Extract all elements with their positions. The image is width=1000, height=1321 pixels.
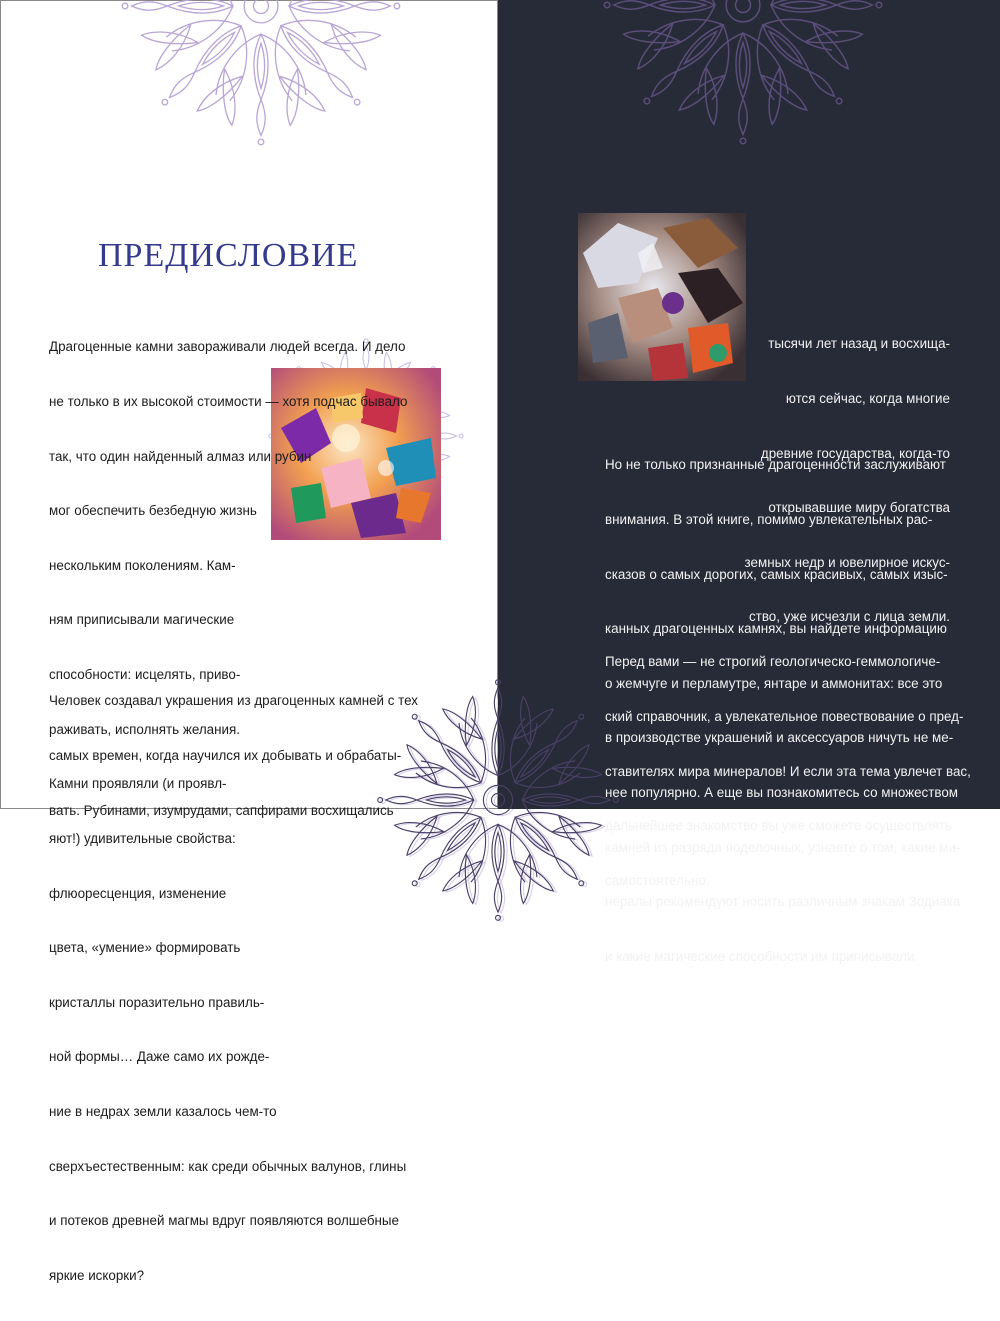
text-line: в производстве украшений и аксессуаров ничуть не ме- (605, 730, 954, 746)
paragraph-2 (49, 656, 418, 856)
text-line: открывавшие миру богатства (768, 500, 950, 516)
paragraph-3 (605, 617, 971, 926)
text-line: нескольким поколениям. Кам- (49, 557, 236, 573)
text-line: Камни проявляли (и проявл- (49, 776, 227, 792)
text-line: способности: исцелять, приво- (49, 667, 241, 683)
text-line: кристаллы поразительно правиль- (49, 994, 265, 1010)
text-line: ной формы… Даже само их рожде- (49, 1049, 270, 1065)
mandala-ornament-bottom-right (368, 670, 628, 930)
text-line: дальнейшее знакомство вы уже сможете осуществлять (605, 818, 953, 834)
text-line: раживать, исполнять желания. (49, 721, 240, 737)
text-line: ням приписывали магические (49, 612, 235, 628)
text-line: флюоресценция, изменение (49, 885, 227, 901)
text-line: сказов о самых дорогих, самых красивых, самых изыс- (605, 566, 948, 582)
text-line: внимания. В этой книге, помимо увлекательных рас- (605, 512, 933, 528)
text-line: цвета, «умение» формировать (49, 940, 241, 956)
text-line: вать. Рубинами, изумрудами, сапфирами восхищались (49, 802, 394, 818)
right-page (498, 0, 1000, 964)
text-line: не только в их высокой стоимости — хотя подчас бывало (49, 394, 408, 410)
text-line: яют!) удивительные свойства: (49, 830, 236, 846)
text-line: ставителях мира минералов! И если эта тема увлечет вас, (605, 763, 971, 779)
text-line: самостоятельно. (605, 872, 710, 888)
text-line: самых времен, когда научился их добывать и обрабаты- (49, 748, 402, 764)
text-line: земных недр и ювелирное искус- (744, 554, 950, 570)
text-line: ние в недрах земли казалось чем-то (49, 1103, 277, 1119)
text-line: яркие искорки? (49, 1267, 145, 1283)
text-line: тысячи лет назад и восхища- (768, 336, 950, 352)
text-line: канных драгоценных камнях, вы найдете информацию (605, 621, 947, 637)
text-line: нее популярно. А еще вы познакомитесь со множеством (605, 785, 959, 801)
page-title: ПРЕДИСЛОВИЕ (98, 237, 359, 274)
text-line: мог обеспечить безбедную жизнь (49, 503, 257, 519)
text-line: древние государства, когда-то (760, 445, 950, 461)
text-line: так, что один найденный алмаз или рубин (49, 448, 312, 464)
text-line: ство, уже исчезли с лица земли. (748, 609, 950, 625)
text-line: и какие магические способности им приписывали. (605, 948, 919, 964)
text-line: ются сейчас, когда многие (785, 391, 950, 407)
text-line: Человек создавал украшения из драгоценных камней с тех (49, 693, 418, 709)
text-line: нералы рекомендуют носить различным знакам Зодиака (605, 894, 961, 910)
text-line: Но не только признанные драгоценности заслуживают (605, 457, 946, 473)
text-line: о жемчуге и перламутре, янтаре и аммонитах: все это (605, 675, 943, 691)
text-line: камней из разряда поделочных, узнаете о том, какие ми- (605, 839, 961, 855)
mandala-ornament-top (111, 0, 411, 166)
text-line: ский справочник, а увлекательное повествование о пред- (605, 709, 964, 725)
text-line: и потеков древней магмы вдруг появляются волшебные (49, 1213, 399, 1229)
text-line: сверхъестественным: как среди обычных валунов, глины (49, 1158, 407, 1174)
text-line: Драгоценные камни завораживали людей всегда. И дело (49, 339, 406, 355)
text-line: Перед вами — не строгий геологическо-геммологиче- (605, 654, 941, 670)
mandala-ornament-top-right (593, 0, 893, 165)
